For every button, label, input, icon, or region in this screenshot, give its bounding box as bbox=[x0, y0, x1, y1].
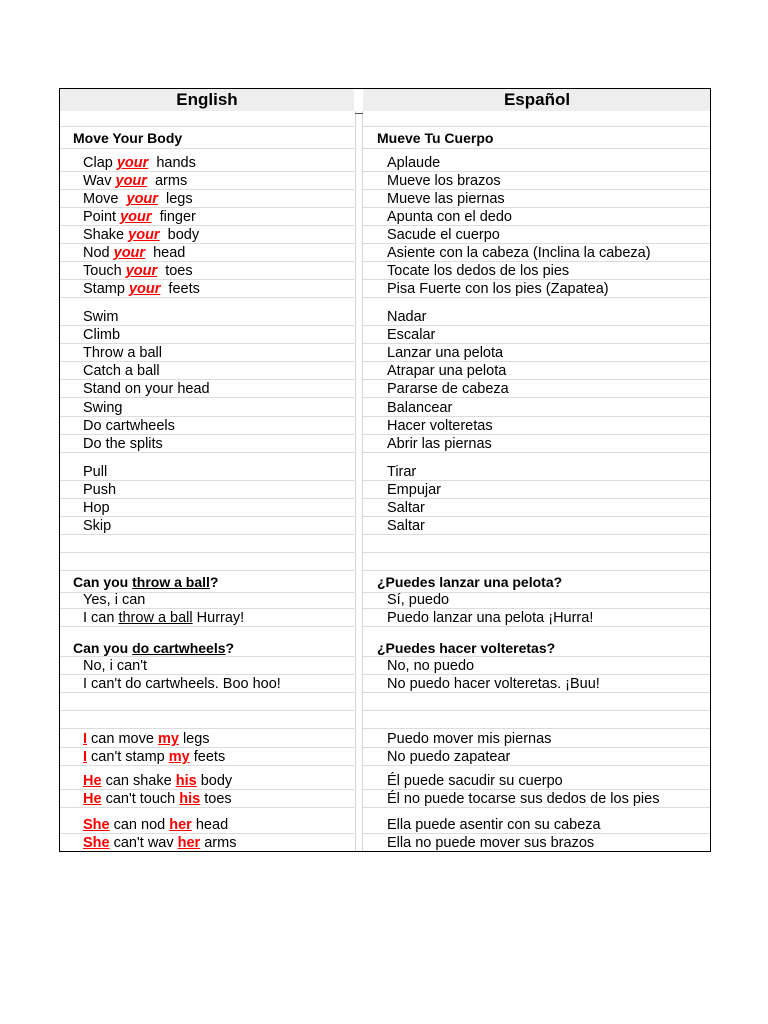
question-en bbox=[73, 637, 234, 657]
table-row bbox=[60, 675, 710, 693]
possessive-pronoun: my bbox=[157, 731, 179, 747]
pronoun: your bbox=[125, 263, 158, 279]
blank-row bbox=[60, 711, 710, 729]
possessive-pronoun: his bbox=[179, 791, 201, 807]
en-text: Swim bbox=[83, 309, 119, 325]
es-text: Atrapar una pelota bbox=[387, 363, 507, 379]
en-text: Throw a ball bbox=[83, 345, 162, 361]
verb-phrase: can move bbox=[87, 731, 158, 747]
question-en bbox=[73, 571, 218, 593]
question-es: ¿Puedes lanzar una pelota? bbox=[377, 574, 563, 590]
noun: feets bbox=[160, 281, 200, 297]
blank-row bbox=[60, 535, 710, 553]
verb-phrase: can't stamp bbox=[87, 749, 169, 765]
table-row bbox=[60, 517, 710, 535]
verb-phrase: can't wav bbox=[109, 835, 178, 851]
en-text: No, i can't bbox=[83, 658, 148, 674]
pronoun: your bbox=[128, 281, 161, 297]
en-text: Catch a ball bbox=[83, 363, 160, 379]
en-text: Push bbox=[83, 482, 117, 498]
possessive-pronoun: his bbox=[175, 773, 197, 789]
table-row bbox=[60, 417, 710, 435]
subject-pronoun: She bbox=[83, 817, 110, 833]
question-highlight: throw a ball bbox=[132, 574, 210, 590]
en-text: Climb bbox=[83, 327, 121, 343]
noun: toes bbox=[200, 791, 232, 807]
spanish-header bbox=[363, 89, 711, 111]
verb: Wav bbox=[83, 173, 116, 189]
es-text: Puedo mover mis piernas bbox=[387, 731, 552, 747]
section-row-throw-question bbox=[60, 571, 710, 593]
en-text bbox=[83, 262, 193, 280]
table-row bbox=[60, 280, 710, 298]
section-title-en: Move Your Body bbox=[73, 130, 183, 146]
noun: arms bbox=[200, 835, 237, 851]
en-text bbox=[83, 609, 244, 627]
header-gap bbox=[354, 89, 363, 111]
verb: Clap bbox=[83, 155, 117, 171]
en-text bbox=[83, 190, 193, 208]
es-text: Él puede sacudir su cuerpo bbox=[387, 773, 563, 789]
table-row bbox=[60, 481, 710, 499]
possessive-pronoun: her bbox=[169, 817, 192, 833]
es-text: No puedo zapatear bbox=[387, 749, 511, 765]
en-text bbox=[83, 748, 225, 766]
en-text: Do cartwheels bbox=[83, 418, 175, 434]
question-highlight: do cartwheels bbox=[132, 640, 226, 656]
table-row bbox=[60, 748, 710, 766]
es-text: Ella puede asentir con su cabeza bbox=[387, 817, 601, 833]
noun: finger bbox=[151, 209, 196, 225]
answer-suffix: Hurray! bbox=[192, 610, 245, 626]
es-text: Escalar bbox=[387, 327, 436, 343]
es-text: Nadar bbox=[387, 309, 427, 325]
table-row bbox=[60, 326, 710, 344]
noun: hands bbox=[148, 155, 196, 171]
en-text bbox=[83, 244, 185, 262]
english-header-label: English bbox=[176, 90, 238, 109]
section-row-move-your-body bbox=[60, 127, 710, 149]
es-text: Tocate los dedos de los pies bbox=[387, 263, 570, 279]
table-row bbox=[60, 308, 710, 326]
es-text: Ella no puede mover sus brazos bbox=[387, 835, 595, 851]
subject-pronoun: I bbox=[83, 731, 88, 747]
table-row bbox=[60, 435, 710, 453]
es-text: Apunta con el dedo bbox=[387, 209, 512, 225]
en-text bbox=[83, 772, 232, 790]
en-text bbox=[83, 226, 199, 244]
es-text: Asiente con la cabeza (Inclina la cabeza) bbox=[387, 245, 651, 261]
en-text bbox=[83, 816, 228, 834]
en-text bbox=[83, 172, 187, 190]
pronoun: your bbox=[120, 209, 152, 225]
section-title-es: Mueve Tu Cuerpo bbox=[377, 130, 494, 146]
es-text: Empujar bbox=[387, 482, 441, 498]
en-text: Swing bbox=[83, 400, 123, 416]
es-text: Él no puede tocarse sus dedos de los pies bbox=[387, 791, 660, 807]
verb-phrase: can't touch bbox=[101, 791, 180, 807]
table-row bbox=[60, 609, 710, 627]
table-row bbox=[60, 816, 710, 834]
table-row bbox=[60, 208, 710, 226]
table-row bbox=[60, 730, 710, 748]
spanish-header-label: Español bbox=[503, 90, 571, 109]
table-row bbox=[60, 190, 710, 208]
pronoun: your bbox=[116, 155, 149, 171]
possessive-pronoun: my bbox=[168, 749, 190, 765]
subject-pronoun: I bbox=[83, 749, 88, 765]
verb: Touch bbox=[83, 263, 126, 279]
pronoun: your bbox=[128, 227, 160, 243]
table-row bbox=[60, 834, 710, 852]
es-text: No puedo hacer volteretas. ¡Buu! bbox=[387, 676, 600, 692]
verb: Move bbox=[83, 191, 127, 207]
es-text: Mueve las piernas bbox=[387, 191, 505, 207]
en-text bbox=[83, 154, 196, 172]
en-text bbox=[83, 790, 232, 808]
blank-row bbox=[60, 693, 710, 711]
noun: body bbox=[159, 227, 200, 243]
blank-row bbox=[60, 553, 710, 571]
es-text: Sí, puedo bbox=[387, 592, 450, 608]
verb: Shake bbox=[83, 227, 129, 243]
question-prefix: Can you bbox=[73, 640, 133, 656]
table-row bbox=[60, 591, 710, 609]
es-text: Saltar bbox=[387, 500, 425, 516]
es-text: Pararse de cabeza bbox=[387, 381, 509, 397]
es-text: Tirar bbox=[387, 464, 417, 480]
pronoun: your bbox=[113, 245, 146, 261]
verb: Stamp bbox=[83, 281, 129, 297]
noun: legs bbox=[157, 191, 193, 207]
table-row bbox=[60, 244, 710, 262]
question-prefix: Can you bbox=[73, 574, 133, 590]
table-row bbox=[60, 657, 710, 675]
es-text: Sacude el cuerpo bbox=[387, 227, 500, 243]
es-text: Balancear bbox=[387, 400, 453, 416]
en-text bbox=[83, 834, 236, 852]
vocabulary-sheet bbox=[59, 88, 711, 852]
answer-prefix: I can bbox=[83, 610, 119, 626]
table-row bbox=[60, 380, 710, 398]
noun: legs bbox=[178, 731, 210, 747]
noun: toes bbox=[157, 263, 193, 279]
question-suffix: ? bbox=[209, 574, 219, 590]
english-header bbox=[60, 89, 354, 111]
verb: Point bbox=[83, 209, 121, 225]
en-text: I can't do cartwheels. Boo hoo! bbox=[83, 676, 281, 692]
pronoun: your bbox=[126, 191, 158, 207]
es-text: Puedo lanzar una pelota ¡Hurra! bbox=[387, 610, 594, 626]
verb: Nod bbox=[83, 245, 114, 261]
possessive-pronoun: her bbox=[177, 835, 201, 851]
verb-phrase: can shake bbox=[101, 773, 176, 789]
subject-pronoun: He bbox=[83, 791, 102, 807]
es-text: Lanzar una pelota bbox=[387, 345, 504, 361]
verb-phrase: can nod bbox=[109, 817, 170, 833]
table-row bbox=[60, 499, 710, 517]
en-text: Skip bbox=[83, 518, 112, 534]
noun: feets bbox=[189, 749, 226, 765]
es-text: Aplaude bbox=[387, 155, 441, 171]
es-text: Saltar bbox=[387, 518, 425, 534]
table-row bbox=[60, 154, 710, 172]
noun: head bbox=[145, 245, 186, 261]
table-row bbox=[60, 772, 710, 790]
es-text: No, no puedo bbox=[387, 658, 475, 674]
blank-row bbox=[60, 111, 710, 127]
en-text bbox=[83, 730, 210, 748]
en-text: Yes, i can bbox=[83, 592, 146, 608]
question-es: ¿Puedes hacer volteretas? bbox=[377, 640, 556, 656]
en-text: Stand on your head bbox=[83, 381, 210, 397]
table-row bbox=[60, 226, 710, 244]
en-text bbox=[83, 280, 200, 298]
table-row bbox=[60, 344, 710, 362]
en-text bbox=[83, 208, 196, 226]
noun: arms bbox=[146, 173, 188, 189]
table-row bbox=[60, 172, 710, 190]
section-row-cartwheels-question bbox=[60, 637, 710, 657]
noun: head bbox=[191, 817, 229, 833]
pronoun: your bbox=[115, 173, 147, 189]
table-row bbox=[60, 463, 710, 481]
en-text: Hop bbox=[83, 500, 110, 516]
answer-highlight: throw a ball bbox=[118, 610, 193, 626]
es-text: Hacer volteretas bbox=[387, 418, 493, 434]
table-row bbox=[60, 262, 710, 280]
table-row bbox=[60, 362, 710, 380]
en-text: Pull bbox=[83, 464, 108, 480]
noun: body bbox=[196, 773, 233, 789]
es-text: Abrir las piernas bbox=[387, 436, 492, 452]
es-text: Pisa Fuerte con los pies (Zapatea) bbox=[387, 281, 609, 297]
question-suffix: ? bbox=[225, 640, 235, 656]
es-text: Mueve los brazos bbox=[387, 173, 501, 189]
en-text: Do the splits bbox=[83, 436, 163, 452]
subject-pronoun: He bbox=[83, 773, 102, 789]
subject-pronoun: She bbox=[83, 835, 110, 851]
table-row bbox=[60, 790, 710, 808]
table-row bbox=[60, 399, 710, 417]
